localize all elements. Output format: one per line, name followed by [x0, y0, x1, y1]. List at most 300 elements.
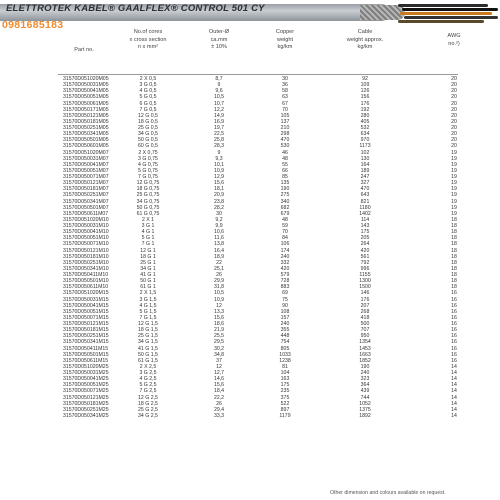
awg-cell: 14 — [451, 376, 457, 383]
part-no-cell: 31570D050121M05 — [63, 112, 109, 119]
awg-cell: 16 — [451, 351, 457, 358]
awg-cell: 20 — [451, 106, 457, 113]
copper-weight-cell: 69 — [282, 290, 288, 297]
part-no-cell: 31570D050411M10 — [63, 272, 109, 278]
part-no-cell: 31570D050031M10 — [63, 223, 109, 229]
outer-diameter-cell: 18,6 — [213, 321, 225, 327]
cores-cell: 12 G 1 — [140, 247, 156, 254]
cable-weight-cell: 970 — [360, 137, 370, 144]
outer-diameter-cell: 20,9 — [213, 192, 225, 199]
outer-diameter-cell: 10,9 — [213, 296, 225, 303]
outer-diameter-cell: 12,7 — [213, 370, 225, 376]
outer-diameter-cell: 14,9 — [213, 112, 225, 119]
cable-weight-cell: 264 — [360, 241, 370, 248]
cable-weight-cell: 176 — [360, 296, 370, 303]
outer-diameter-cell: 8,7 — [215, 76, 223, 82]
copper-weight-cell: 137 — [280, 118, 290, 125]
cable-weight-cell: 207 — [360, 302, 370, 309]
part-no-cell: 31570D050251M25 — [63, 406, 109, 413]
copper-weight-cell: 1179 — [279, 412, 291, 419]
cable-weight-cell: 143 — [360, 223, 370, 229]
part-no-cell: 31570D050121M25 — [63, 394, 109, 401]
part-no-cell: 31570D050071M07 — [63, 174, 109, 180]
outer-diameter-cell: 16,4 — [213, 247, 225, 254]
cores-cell: 61 G 1,5 — [138, 357, 158, 364]
awg-cell: 19 — [451, 155, 457, 162]
copper-weight-cell: 163 — [280, 376, 290, 383]
cores-cell: 12 G 0,75 — [136, 180, 160, 187]
awg-cell: 16 — [451, 339, 457, 346]
part-no-cell: 31570D050121M15 — [63, 321, 109, 327]
cores-cell: 25 G 0,75 — [136, 192, 160, 199]
awg-cell: 19 — [451, 174, 457, 180]
awg-cell: 18 — [451, 259, 457, 266]
cable-weight-cell: 418 — [360, 314, 370, 321]
cable-weight-cell: 643 — [360, 192, 370, 199]
copper-weight-cell: 48 — [282, 216, 288, 223]
cores-cell: 34 G 2,5 — [138, 412, 158, 419]
copper-weight-cell: 36 — [282, 82, 288, 89]
part-no-cell: 31570D050051M25 — [63, 382, 109, 389]
awg-cell: 19 — [451, 161, 457, 168]
outer-diameter-cell: 12,9 — [213, 174, 225, 180]
cores-cell: 61 G 0,75 — [136, 210, 160, 217]
cores-cell: 5 G 0,5 — [139, 94, 157, 101]
part-no-cell: 31570D050051M05 — [63, 94, 109, 101]
cable-weight-cell: 280 — [360, 112, 370, 119]
cable-weight-cell: 821 — [360, 198, 370, 205]
cores-cell: 7 G 2,5 — [139, 388, 157, 395]
copper-weight-cell: 84 — [282, 235, 288, 242]
outer-diameter-cell: 34,8 — [213, 351, 225, 358]
part-no-cell: 31570D050341M07 — [63, 198, 109, 205]
header-cable-line3: kg/km — [357, 44, 373, 50]
part-no-cell: 31570D050181M25 — [63, 400, 109, 407]
outer-diameter-cell: 25,1 — [213, 265, 225, 272]
awg-cell: 18 — [451, 272, 457, 278]
cores-cell: 18 G 2,5 — [138, 400, 158, 407]
outer-diameter-cell: 25,8 — [213, 137, 225, 144]
header-outer-line3: ± 10% — [211, 44, 227, 50]
cores-cell: 25 G 2,5 — [138, 406, 158, 413]
outer-diameter-cell: 12,2 — [213, 106, 225, 113]
copper-weight-cell: 1238 — [279, 357, 291, 364]
part-no-cell: 31570D051020M10 — [63, 216, 109, 223]
cable-weight-cell: 102 — [360, 149, 370, 156]
cores-cell: 34 G 0,5 — [138, 131, 158, 138]
cores-cell: 7 G 1 — [141, 241, 155, 248]
copper-weight-cell: 682 — [280, 204, 290, 211]
copper-weight-cell: 240 — [280, 321, 290, 327]
awg-cell: 14 — [451, 406, 457, 413]
header-copper-line3: kg/km — [277, 44, 293, 50]
part-no-cell: 31570D051020M25 — [63, 363, 109, 370]
cores-cell: 5 G 1,5 — [139, 308, 157, 315]
outer-diameter-cell: 22 — [216, 259, 222, 266]
part-no-cell: 31570D050031M05 — [63, 82, 109, 89]
copper-weight-cell: 240 — [280, 253, 290, 260]
copper-weight-cell: 298 — [280, 131, 290, 138]
cable-weight-cell: 950 — [360, 333, 370, 340]
part-no-cell: 31570D050121M07 — [63, 180, 109, 187]
part-no-cell: 31570D050341M25 — [63, 412, 109, 419]
cable-banner — [0, 0, 500, 30]
awg-cell: 18 — [451, 253, 457, 260]
cable-weight-cell: 1402 — [359, 210, 371, 217]
copper-weight-cell: 46 — [282, 149, 288, 156]
cable-weight-cell: 1354 — [359, 339, 371, 346]
copper-weight-cell: 522 — [280, 400, 290, 407]
cores-cell: 25 G 1 — [140, 259, 156, 266]
cores-cell: 18 G 0,5 — [138, 118, 158, 125]
header-cores-line2: x cross section — [129, 36, 167, 43]
copper-weight-cell: 104 — [280, 370, 290, 376]
outer-diameter-cell: 26 — [216, 272, 222, 278]
part-no-cell: 31570D050411M15 — [63, 345, 109, 352]
cores-cell: 2 X 1,5 — [139, 290, 157, 297]
copper-weight-cell: 530 — [280, 143, 290, 150]
awg-cell: 20 — [451, 100, 457, 107]
awg-cell: 20 — [451, 76, 457, 82]
cable-weight-cell: 240 — [360, 370, 370, 376]
copper-weight-cell: 897 — [280, 406, 290, 413]
copper-weight-cell: 470 — [280, 137, 290, 144]
part-no-cell: 31570D050341M15 — [63, 339, 109, 346]
phone-watermark: 0981685183 — [2, 19, 64, 30]
awg-cell: 14 — [451, 412, 457, 419]
cable-weight-cell: 192 — [360, 106, 370, 113]
outer-diameter-cell: 21,9 — [213, 327, 225, 334]
cable-weight-cell: 470 — [360, 186, 370, 193]
part-no-cell: 31570D050041M07 — [63, 161, 109, 168]
cable-weight-cell: 707 — [360, 327, 370, 334]
part-no-cell: 31570D050071M25 — [63, 388, 109, 395]
header-outer-line2: ca.mm — [210, 36, 228, 43]
cores-cell: 18 G 1,5 — [138, 327, 158, 334]
cores-cell: 25 G 0,5 — [138, 125, 158, 131]
header-outer-diameter — [194, 29, 244, 52]
awg-cell: 14 — [451, 400, 457, 407]
header-copper-line2: weight — [276, 36, 294, 43]
outer-diameter-cell: 16,9 — [213, 118, 225, 125]
cores-cell: 34 G 1 — [140, 265, 156, 272]
copper-weight-cell: 135 — [280, 180, 290, 187]
outer-diameter-cell: 15,6 — [213, 314, 225, 321]
part-no-cell: 31570D050501M15 — [63, 351, 109, 358]
outer-diameter-cell: 10,1 — [213, 161, 225, 168]
awg-cell: 16 — [451, 345, 457, 352]
outer-diameter-cell: 22,5 — [213, 131, 225, 138]
cores-cell: 5 G 2,5 — [139, 382, 157, 389]
cores-cell: 12 G 1,5 — [138, 321, 158, 327]
awg-cell: 18 — [451, 284, 457, 291]
awg-cell: 18 — [451, 265, 457, 272]
cable-weight-cell: 205 — [360, 235, 370, 242]
part-no-cell: 31570D050061M05 — [63, 100, 109, 107]
cores-cell: 41 G 1,5 — [138, 345, 158, 352]
cable-weight-cell: 247 — [360, 174, 370, 180]
awg-cell: 16 — [451, 357, 457, 364]
cores-cell: 41 G 1 — [140, 272, 156, 278]
cores-cell: 50 G 0,5 — [138, 137, 158, 144]
cores-cell: 60 G 0,5 — [138, 143, 158, 150]
copper-weight-cell: 210 — [280, 125, 290, 131]
cores-cell: 3 G 0,5 — [139, 82, 157, 89]
cable-weight-cell: 1052 — [359, 400, 371, 407]
awg-cell: 14 — [451, 382, 457, 389]
copper-weight-cell: 728 — [280, 278, 290, 285]
outer-diameter-cell: 28,2 — [213, 204, 225, 211]
outer-diameter-cell: 10,5 — [213, 94, 225, 101]
cores-cell: 61 G 1 — [140, 284, 156, 291]
copper-weight-cell: 375 — [280, 394, 290, 401]
awg-cell: 19 — [451, 210, 457, 217]
part-no-cell: 31570D050611M07 — [63, 210, 109, 217]
cable-weight-cell: 1892 — [359, 412, 371, 419]
awg-cell: 16 — [451, 296, 457, 303]
awg-cell: 18 — [451, 278, 457, 285]
part-no-cell: 31570D050251M05 — [63, 125, 109, 131]
outer-diameter-cell: 23,8 — [213, 198, 225, 205]
cores-cell: 2 X 1 — [141, 216, 155, 223]
awg-cell: 19 — [451, 167, 457, 174]
cable-weight-cell: 792 — [360, 259, 370, 266]
part-no-cell: 31570D050041M15 — [63, 302, 109, 309]
copper-weight-cell: 90 — [282, 302, 288, 309]
part-no-cell: 31570D050051M07 — [63, 167, 109, 174]
cores-cell: 5 G 0,75 — [138, 167, 158, 174]
awg-cell: 20 — [451, 118, 457, 125]
awg-cell: 19 — [451, 149, 457, 156]
part-no-cell: 31570D050251M10 — [63, 259, 109, 266]
cores-cell: 3 G 2,5 — [139, 370, 157, 376]
cable-weight-cell: 190 — [360, 363, 370, 370]
copper-weight-cell: 332 — [280, 259, 290, 266]
cores-cell: 4 G 1 — [141, 229, 155, 236]
copper-weight-cell: 275 — [280, 192, 290, 199]
cable-weight-cell: 1155 — [359, 272, 371, 278]
part-no-cell: 31570D050501M10 — [63, 278, 109, 285]
cable-weight-cell: 146 — [360, 290, 370, 297]
awg-cell: 20 — [451, 125, 457, 131]
cable-weight-cell: 561 — [360, 253, 370, 260]
copper-weight-cell: 55 — [282, 161, 288, 168]
cable-weight-cell: 1300 — [359, 278, 371, 285]
awg-cell: 20 — [451, 88, 457, 95]
header-awg-line2: no.²) — [448, 40, 460, 47]
part-no-cell: 31570D050181M15 — [63, 327, 109, 334]
outer-diameter-cell: 12 — [216, 302, 222, 309]
part-no-cell: 31570D050041M10 — [63, 229, 109, 236]
cores-cell: 18 G 1 — [140, 253, 156, 260]
part-no-cell: 31570D050171M05 — [63, 106, 109, 113]
cable-weight-cell: 500 — [360, 321, 370, 327]
cores-cell: 4 G 0,5 — [139, 88, 157, 95]
awg-cell: 19 — [451, 204, 457, 211]
outer-diameter-cell: 22,2 — [213, 394, 225, 401]
part-no-cell: 31570D050041M25 — [63, 376, 109, 383]
outer-diameter-cell: 9 — [217, 82, 221, 89]
outer-diameter-cell: 14,6 — [213, 376, 225, 383]
awg-cell: 20 — [451, 112, 457, 119]
outer-diameter-cell: 13,3 — [213, 308, 225, 315]
awg-cell: 14 — [451, 388, 457, 395]
footnote: Other dimension and colours available on request. — [330, 490, 446, 496]
outer-diameter-cell: 29,4 — [213, 406, 225, 413]
copper-weight-cell: 579 — [280, 272, 290, 278]
cable-weight-cell: 1663 — [359, 351, 371, 358]
awg-cell: 18 — [451, 247, 457, 254]
copper-weight-cell: 58 — [282, 88, 288, 95]
outer-diameter-cell: 9,3 — [215, 155, 223, 162]
cable-weight-cell: 364 — [360, 382, 370, 389]
cores-cell: 4 G 0,75 — [138, 161, 158, 168]
table-header — [0, 28, 500, 76]
copper-weight-cell: 105 — [280, 112, 290, 119]
copper-weight-cell: 805 — [280, 345, 290, 352]
awg-cell: 20 — [451, 131, 457, 138]
cores-cell: 5 G 1 — [141, 235, 155, 242]
outer-diameter-cell: 10,6 — [213, 229, 225, 236]
cores-cell: 4 G 2,5 — [139, 376, 157, 383]
cores-cell: 2 X 0,5 — [139, 76, 157, 82]
cores-cell: 3 G 0,75 — [138, 155, 158, 162]
cores-cell: 2 X 0,75 — [138, 149, 158, 156]
header-awg — [438, 33, 470, 48]
copper-weight-cell: 59 — [282, 223, 288, 229]
outer-diameter-cell: 18,1 — [213, 186, 225, 193]
outer-diameter-cell: 33,3 — [213, 412, 225, 419]
copper-weight-cell: 157 — [280, 314, 290, 321]
header-awg-line1: AWG — [447, 33, 461, 39]
cable-weight-cell: 1375 — [359, 406, 371, 413]
awg-cell: 18 — [451, 216, 457, 223]
outer-diameter-cell: 18,9 — [213, 253, 225, 260]
copper-weight-cell: 106 — [280, 241, 290, 248]
cable-weight-cell: 744 — [360, 394, 370, 401]
cable-print-text: ELETTROTEK KABEL® GAALFLEX® CONTROL 501 CY — [6, 3, 265, 14]
cores-cell: 50 G 1,5 — [138, 351, 158, 358]
copper-weight-cell: 108 — [280, 308, 290, 315]
outer-diameter-cell: 15,6 — [213, 382, 225, 389]
part-no-cell: 31570D050601M05 — [63, 143, 109, 150]
cable-weight-cell: 1852 — [359, 357, 371, 364]
part-no-cell: 31570D051020M15 — [63, 290, 109, 297]
cable-weight-cell: 176 — [360, 100, 370, 107]
cores-cell: 18 G 0,75 — [136, 186, 160, 193]
header-cores-line3: n x mm² — [137, 44, 159, 50]
copper-weight-cell: 70 — [282, 106, 288, 113]
cable-weight-cell: 130 — [360, 155, 370, 162]
outer-diameter-cell: 15,6 — [213, 180, 225, 187]
part-no-cell: 31570D050031M25 — [63, 370, 109, 376]
header-cable-line1: Cable — [357, 29, 373, 35]
outer-diameter-cell: 11,6 — [214, 235, 224, 242]
outer-diameter-cell: 9 — [217, 149, 221, 156]
header-copper-line1: Copper — [275, 29, 295, 35]
awg-cell: 16 — [451, 327, 457, 334]
cores-cell: 2 X 2,5 — [139, 363, 157, 370]
outer-diameter-cell: 10,7 — [213, 100, 225, 107]
cores-cell: 3 G 1 — [141, 223, 155, 229]
outer-diameter-cell: 31,8 — [213, 284, 225, 291]
cable-weight-cell: 634 — [360, 131, 370, 138]
awg-cell: 16 — [451, 314, 457, 321]
cable-weight-cell: 1500 — [359, 284, 371, 291]
header-cores — [118, 29, 178, 52]
cores-cell: 34 G 1,5 — [138, 339, 158, 346]
cable-weight-cell: 439 — [360, 388, 370, 395]
outer-diameter-cell: 10,9 — [213, 167, 225, 174]
outer-diameter-cell: 13,8 — [213, 241, 225, 248]
cores-cell: 6 G 0,5 — [139, 100, 157, 107]
cable-weight-cell: 109 — [360, 82, 370, 89]
outer-diameter-cell: 9,9 — [215, 223, 223, 229]
outer-diameter-cell: 25,5 — [213, 333, 225, 340]
cable-weight-cell: 164 — [360, 161, 370, 168]
copper-weight-cell: 70 — [282, 229, 288, 236]
copper-weight-cell: 754 — [280, 339, 290, 346]
copper-weight-cell: 420 — [280, 265, 290, 272]
awg-cell: 20 — [451, 94, 457, 101]
copper-weight-cell: 175 — [280, 382, 290, 389]
copper-weight-cell: 235 — [280, 388, 290, 395]
copper-weight-cell: 883 — [280, 284, 290, 291]
awg-cell: 14 — [451, 394, 457, 401]
part-no-cell: 31570D050181M10 — [63, 253, 109, 260]
table-body — [0, 76, 500, 419]
awg-cell: 18 — [451, 229, 457, 236]
outer-diameter-cell: 19,7 — [213, 125, 225, 131]
part-no-cell: 31570D051020M05 — [63, 76, 109, 82]
awg-cell: 18 — [451, 223, 457, 229]
cable-weight-cell: 1453 — [359, 345, 371, 352]
copper-weight-cell: 67 — [282, 100, 288, 107]
part-no-cell: 31570D050121M10 — [63, 247, 109, 254]
outer-diameter-cell: 30,2 — [213, 345, 225, 352]
part-no-cell: 31570D050031M15 — [63, 296, 109, 303]
outer-diameter-cell: 12 — [216, 363, 222, 370]
copper-weight-cell: 1033 — [279, 351, 291, 358]
cable-weight-cell: 189 — [360, 167, 370, 174]
copper-weight-cell: 81 — [282, 363, 288, 370]
part-no-cell: 31570D050341M10 — [63, 265, 109, 272]
part-no-cell: 31570D050031M07 — [63, 155, 109, 162]
part-no-cell: 31570D050341M05 — [63, 131, 109, 138]
cores-cell: 12 G 2,5 — [138, 394, 158, 401]
outer-diameter-cell: 9,2 — [215, 216, 223, 223]
cores-cell: 4 G 1,5 — [139, 302, 157, 309]
cable-weight-cell: 126 — [360, 88, 370, 95]
cable-weight-cell: 327 — [360, 180, 370, 187]
copper-weight-cell: 679 — [280, 210, 290, 217]
copper-weight-cell: 48 — [282, 155, 288, 162]
header-cable-line2: weight approx. — [346, 36, 384, 43]
copper-weight-cell: 448 — [280, 333, 290, 340]
awg-cell: 19 — [451, 198, 457, 205]
awg-cell: 20 — [451, 82, 457, 89]
cable-wires — [398, 2, 500, 24]
cores-cell: 7 G 0,75 — [138, 174, 158, 180]
header-rule — [58, 74, 458, 75]
awg-cell: 14 — [451, 363, 457, 370]
outer-diameter-cell: 37 — [216, 357, 222, 364]
part-no-cell: 31570D050051M15 — [63, 308, 109, 315]
awg-cell: 18 — [451, 241, 457, 248]
part-no-cell: 31570D050611M15 — [63, 357, 109, 364]
cores-cell: 7 G 0,5 — [139, 106, 157, 113]
copper-weight-cell: 63 — [282, 94, 288, 101]
